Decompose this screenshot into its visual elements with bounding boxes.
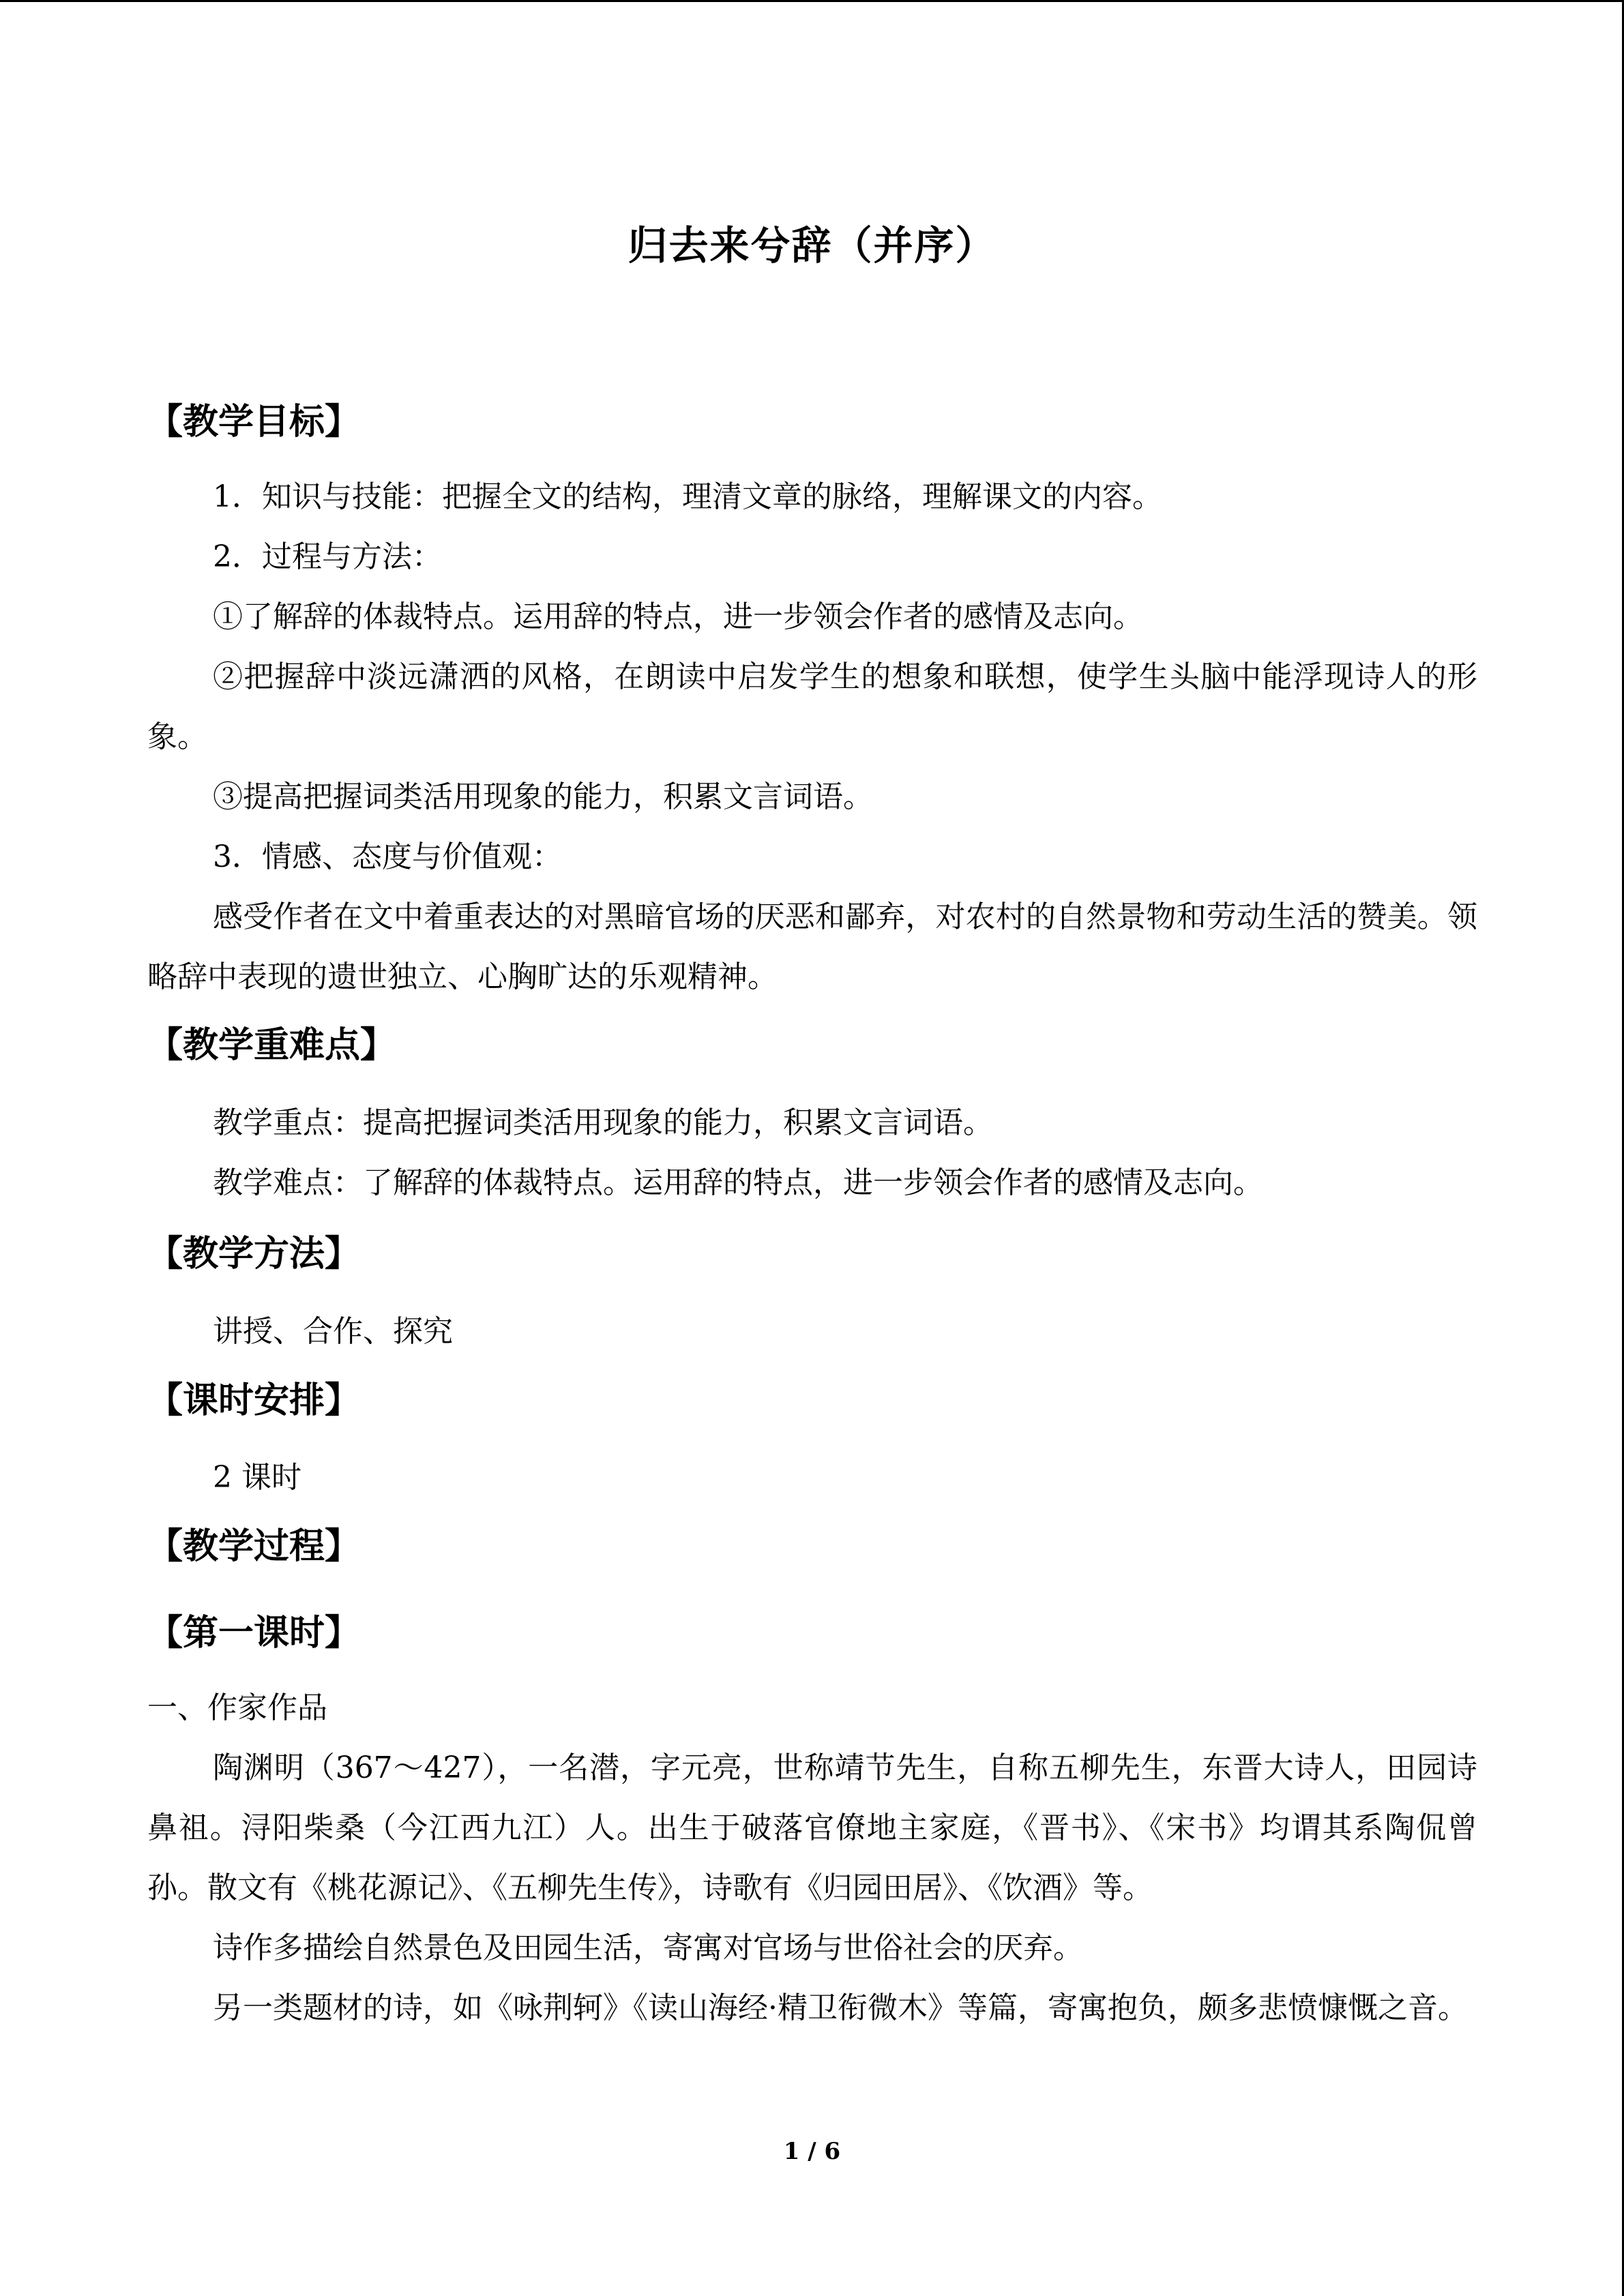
heading-schedule: 【课时安排】 [147, 1380, 361, 1421]
author-paragraph: 诗作多描绘自然景色及田园生活，寄寓对官场与世俗社会的厌弃。 [213, 1930, 1083, 1965]
objective-item: 1．知识与技能：把握全文的结构，理清文章的脉络，理解课文的内容。 [213, 479, 1162, 514]
heading-first-lesson: 【第一课时】 [147, 1612, 361, 1654]
key-point-item: 教学重点：提高把握词类活用现象的能力，积累文言词语。 [213, 1105, 993, 1140]
objective-item: 感受作者在文中着重表达的对黑暗官场的厌恶和鄙弃，对农村的自然景物和劳动生活的赞美。领略辞中表现的遗世独立、心胸旷达的乐观精神。 [147, 899, 1477, 994]
author-paragraph: 陶渊明（367～427），一名潜，字元亮，世称靖节先生，自称五柳先生，东晋大诗人，田园诗鼻祖。浔阳柴桑（今江西九江）人。出生于破落官僚地主家庭，《晋书》、《宋书》均谓其系陶侃曾孙。散文有《桃花源记》、《五柳先生传》，诗歌有《归园田居》、《饮酒》等。 [147, 1750, 1477, 1905]
objective-item: 2．过程与方法： [213, 539, 442, 574]
page-number: 1 / 6 [783, 2138, 841, 2165]
author-paragraph: 另一类题材的诗，如《咏荆轲》《读山海经·精卫衔微木》等篇，寄寓抱负，颇多悲愤慷慨之音。 [213, 1991, 1468, 2025]
subheading-author-works: 一、作家作品 [147, 1690, 327, 1725]
schedule-text: 2 课时 [213, 1460, 301, 1495]
objective-item: ③提高把握词类活用现象的能力，积累文言词语。 [213, 779, 873, 814]
key-point-item: 教学难点：了解辞的体裁特点。运用辞的特点，进一步领会作者的感情及志向。 [213, 1165, 1263, 1200]
heading-key-points: 【教学重难点】 [147, 1024, 396, 1066]
heading-process: 【教学过程】 [147, 1525, 361, 1567]
objective-item: 3．情感、态度与价值观： [213, 839, 562, 874]
heading-objectives: 【教学目标】 [147, 401, 361, 443]
methods-text: 讲授、合作、探究 [213, 1314, 453, 1349]
document-title: 归去来兮辞（并序） [628, 222, 996, 269]
objective-item: ②把握辞中淡远潇洒的风格，在朗读中启发学生的想象和联想，使学生头脑中能浮现诗人的形象。 [147, 659, 1477, 754]
heading-methods: 【教学方法】 [147, 1233, 361, 1274]
objective-item: ①了解辞的体裁特点。运用辞的特点，进一步领会作者的感情及志向。 [213, 599, 1143, 634]
